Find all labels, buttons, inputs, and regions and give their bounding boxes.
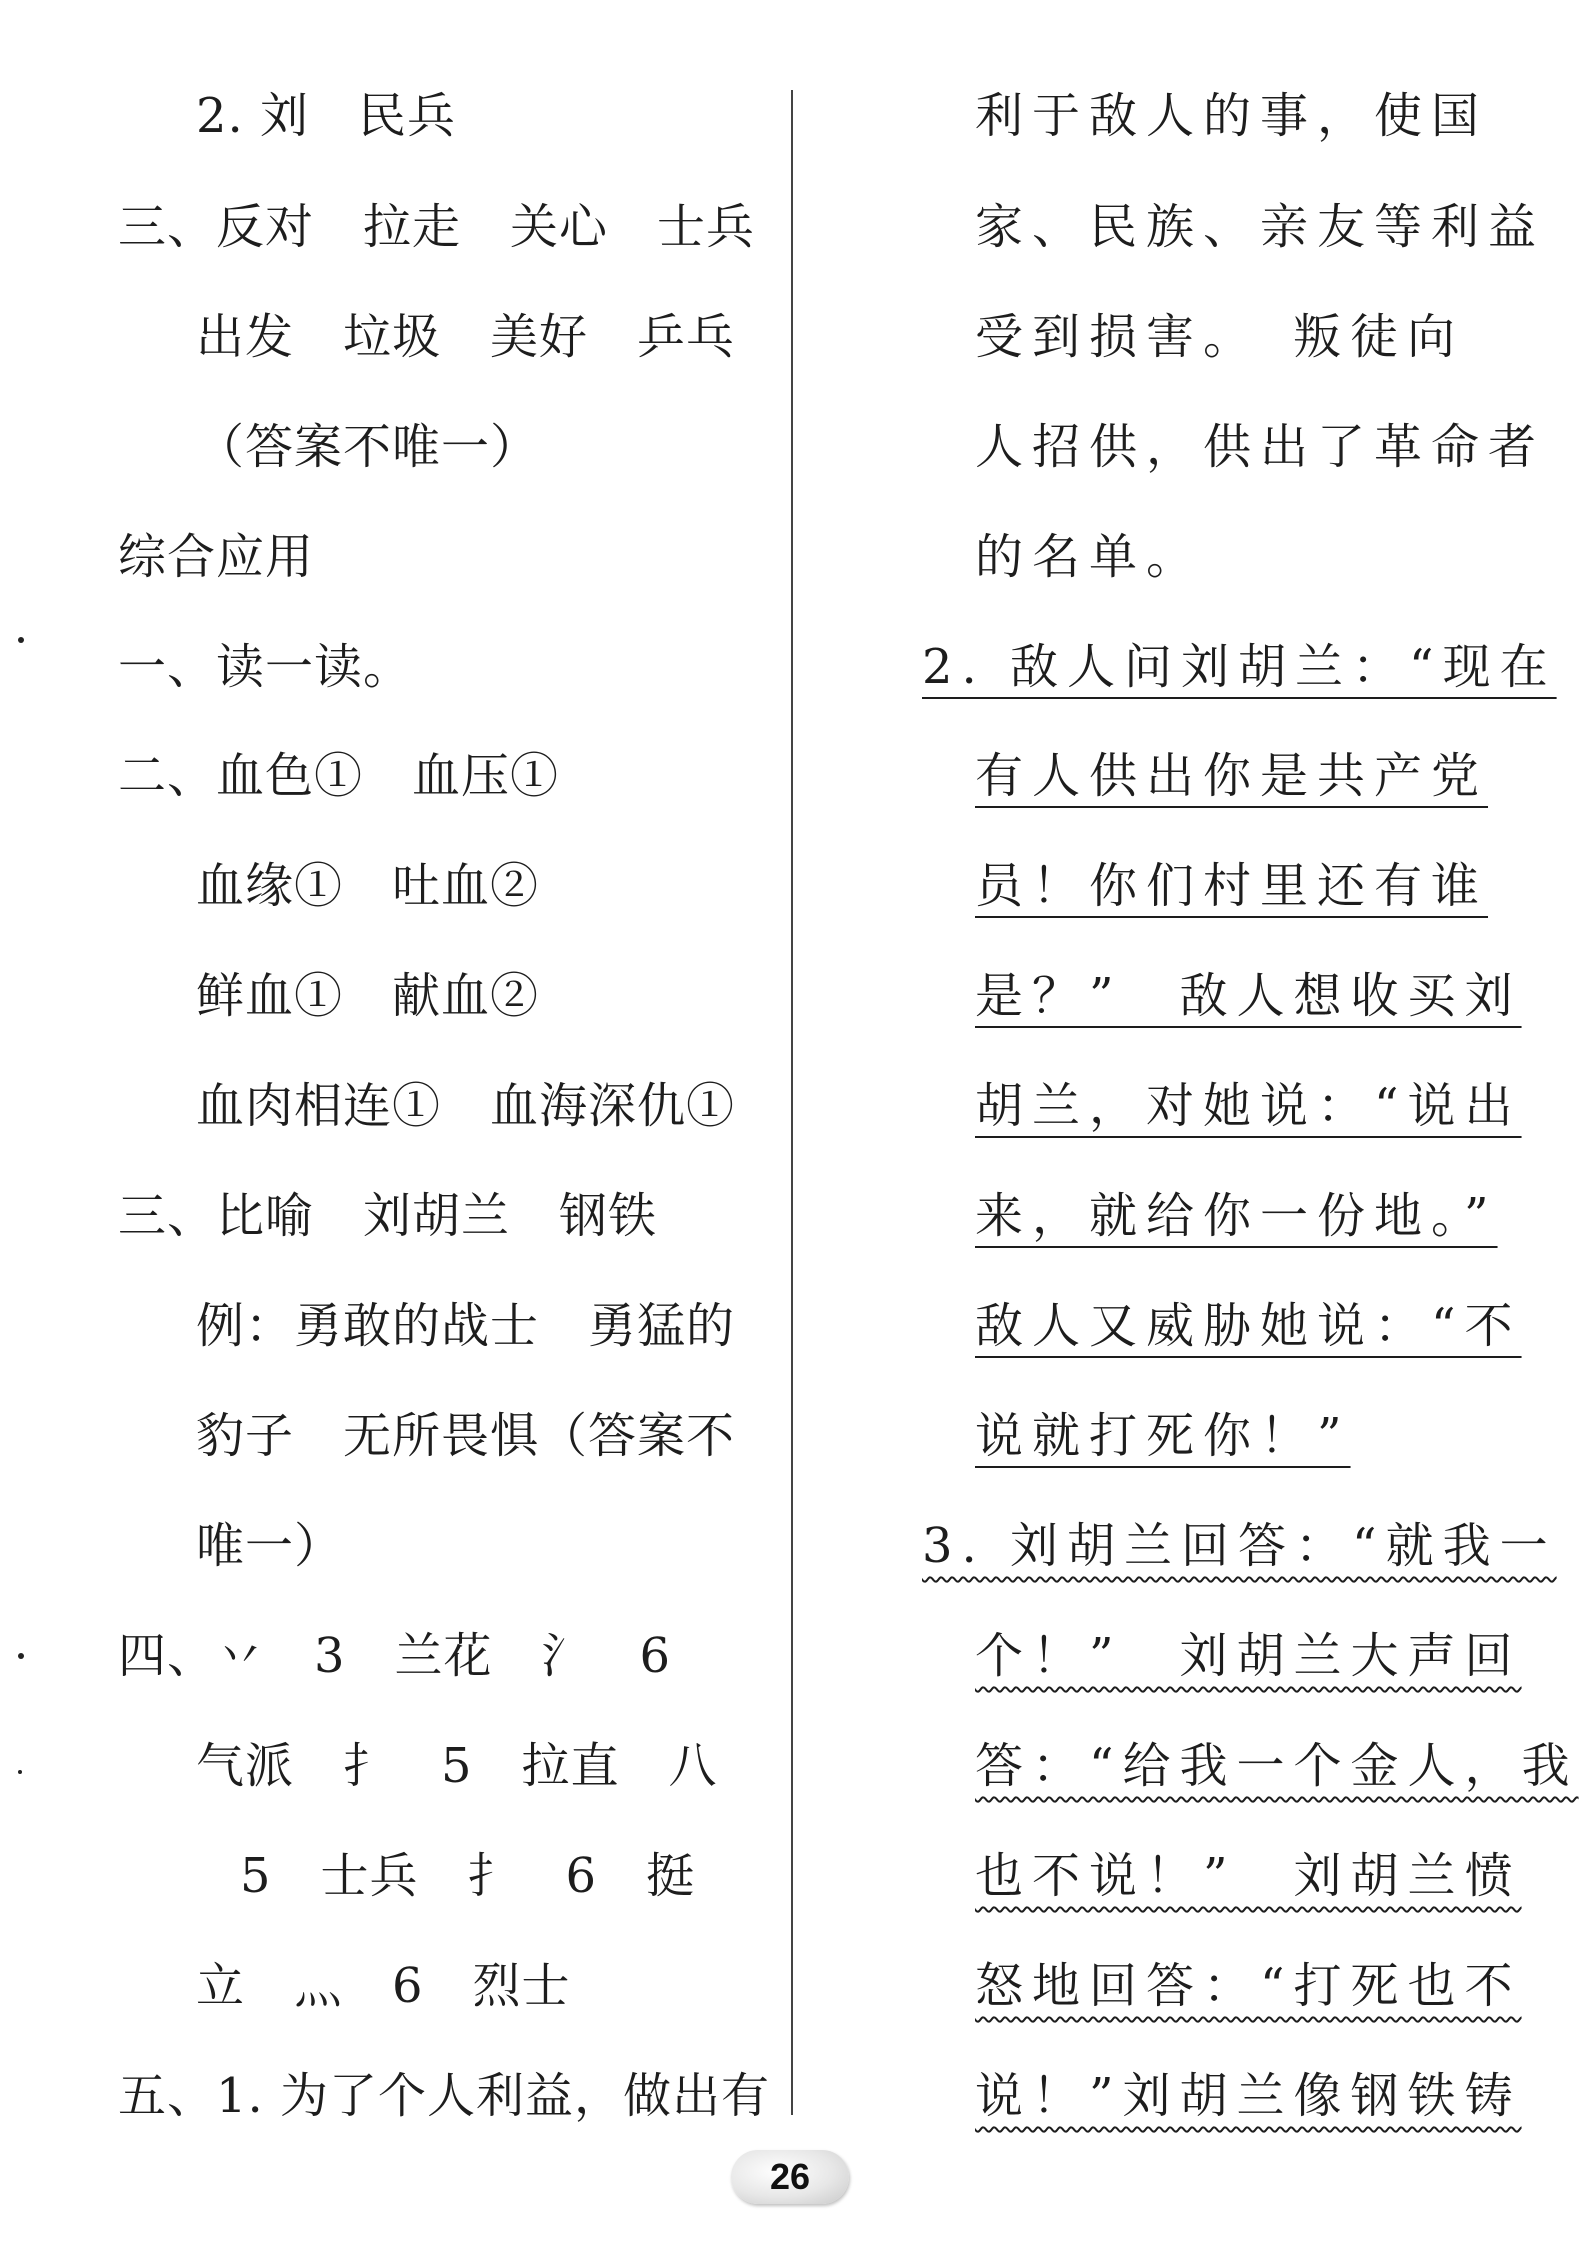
answer-line: 的名单。 [975,529,1204,585]
margin-mark [18,1770,22,1774]
underlined-answer-line: 来，就给你一份地。” [975,1188,1498,1244]
answer-line: 豹子 无所畏惧（答案不 [196,1408,736,1464]
answer-line: 例：勇敢的战士 勇猛的 [196,1298,736,1354]
answer-line: 唯一） [196,1518,344,1574]
answer-line: 四、丷 3 兰花 氵 6 [118,1628,672,1684]
underlined-answer-line: 员！你们村里还有谁 [975,858,1489,914]
margin-mark [18,637,24,643]
answer-line: 受到损害。 叛徒向 [975,309,1465,365]
answer-line: 出发 垃圾 美好 乒乓 [196,309,736,365]
answer-line: 一、读一读。 [118,639,413,695]
page-number: 26 [769,2156,811,2197]
wavy-underlined-answer-line: 也不说！” 刘胡兰愤 [975,1848,1522,1904]
answer-line: 血缘① 吐血② [196,858,540,914]
wavy-underlined-answer-line: 答：“给我一个金人，我 [975,1738,1579,1794]
underlined-answer-line: 是？” 敌人想收买刘 [975,968,1522,1024]
answer-line: 家、民族、亲友等利益 [975,199,1546,255]
answer-line: 立 灬 6 烈士 [196,1958,571,2014]
underlined-answer-line: 敌人又威胁她说：“不 [975,1298,1522,1354]
answer-line: （答案不唯一） [196,419,540,475]
underlined-answer-line: 说就打死你！” [975,1408,1351,1464]
underlined-answer-line: 胡兰，对她说：“说出 [975,1078,1522,1134]
wavy-underlined-answer-line: 怒地回答：“打死也不 [975,1958,1522,2014]
answer-line: 二、血色① 血压① [118,748,560,804]
answer-line: 三、比喻 刘胡兰 钢铁 [118,1188,658,1244]
margin-mark [18,1653,24,1659]
page-number-badge [731,2150,849,2204]
underlined-answer-line: 2. 敌人问刘胡兰：“现在 [922,639,1557,695]
wavy-underlined-answer-line: 个！” 刘胡兰大声回 [975,1628,1522,1684]
wavy-underlined-answer-line: 3. 刘胡兰回答：“就我一 [922,1518,1557,1574]
answer-line: 2. 刘 民兵 [196,88,457,144]
answer-line: 五、1. 为了个人利益，做出有 [118,2068,771,2124]
column-divider [791,90,793,2115]
section-heading: 综合应用 [118,529,315,585]
wavy-underlined-answer-line: 说！”刘胡兰像钢铁铸 [975,2068,1522,2124]
answer-line: 利于敌人的事，使国 [975,88,1489,144]
answer-line: 5 士兵 扌 6 挺 [240,1848,696,1904]
answer-line: 鲜血① 献血② [196,968,540,1024]
underlined-answer-line: 有人供出你是共产党 [975,748,1489,804]
answer-line: 人招供，供出了革命者 [975,419,1546,475]
answer-line: 三、反对 拉走 关心 士兵 [118,199,756,255]
answer-line: 血肉相连① 血海深仇① [196,1078,736,1134]
answer-line: 气派 扌 5 拉直 八 [196,1738,718,1794]
